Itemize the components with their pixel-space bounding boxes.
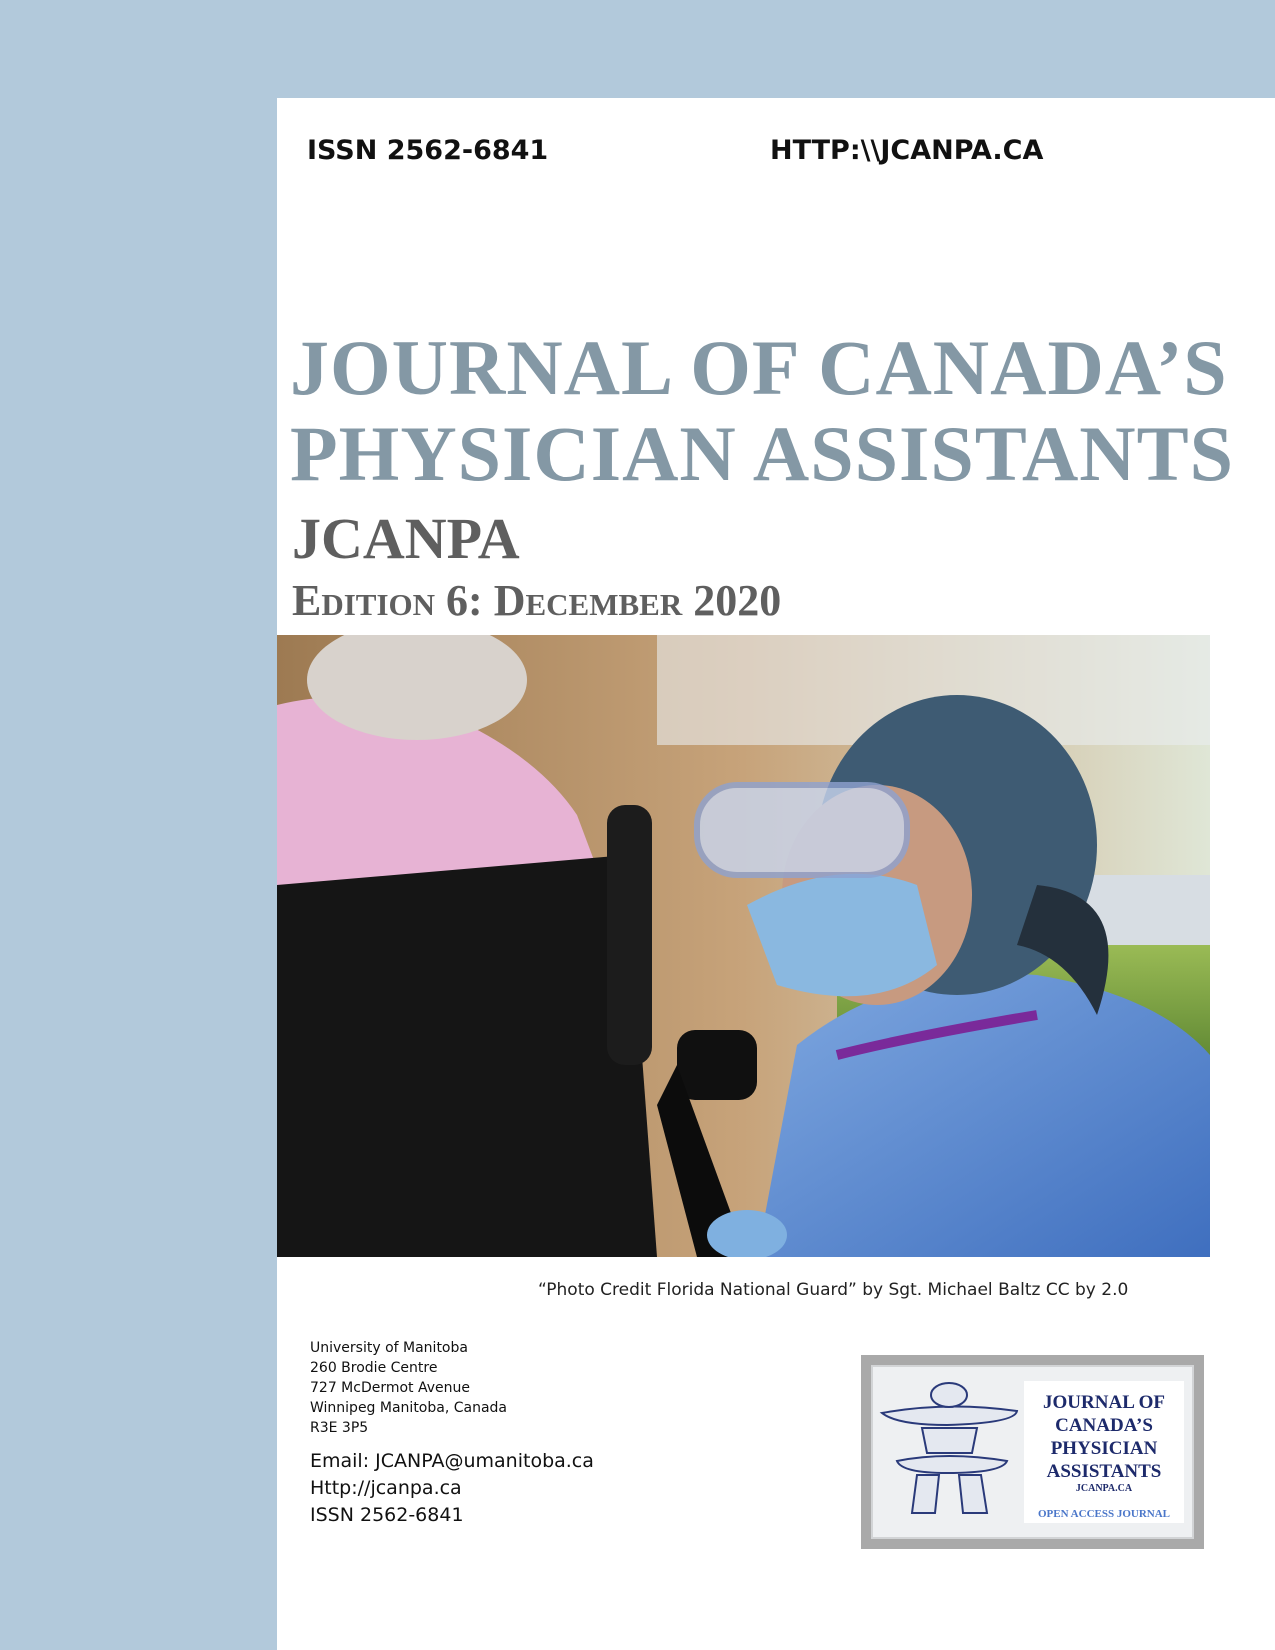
header-url: HTTP:\\JCANPA.CA [770,135,1044,166]
logo-title [1024,1381,1184,1483]
address-line: 727 McDermot Avenue [310,1380,471,1396]
contact-email: Email: JCANPA@umanitoba.ca [310,1450,594,1472]
cover-photo [277,635,1210,1257]
contact-website: Http://jcanpa.ca [310,1477,462,1499]
contact-info [310,1448,594,1529]
logo-title-line: ASSISTANTS [1046,1461,1162,1482]
journal-abbreviation: JCANPA [292,506,520,571]
contact-issn: ISSN 2562-6841 [310,1504,464,1526]
address-line: Winnipeg Manitoba, Canada [310,1400,508,1416]
address-line: R3E 3P5 [310,1420,369,1436]
logo-domain: JCANPA.CA [1075,1483,1133,1494]
logo-title-line: JOURNAL OF [1043,1392,1165,1413]
journal-title-line-2: PHYSICIAN ASSISTANTS [290,410,1235,497]
edition-label: Edition 6: December 2020 [292,576,782,625]
journal-title-line-1: JOURNAL OF CANADA’S [290,324,1228,411]
logo-wordmark [1024,1381,1184,1523]
journal-logo [861,1355,1204,1549]
logo-tagline: OPEN ACCESS JOURNAL [1037,1508,1171,1520]
left-color-band [0,0,277,1650]
header-issn: ISSN 2562-6841 [307,135,549,166]
journal-title [290,325,1265,497]
inukshuk-icon [877,1373,1022,1523]
address-line: 260 Brodie Centre [310,1360,438,1376]
logo-title-line: PHYSICIAN [1050,1438,1158,1459]
cover-photo-illustration [277,635,1210,1257]
logo-title-line: CANADA’S [1055,1415,1153,1436]
photo-credit: “Photo Credit Florida National Guard” by Sgt. Michael Baltz CC by 2.0 [538,1280,1129,1300]
logo-panel [871,1365,1194,1539]
mailing-address [310,1338,507,1438]
address-line: University of Manitoba [310,1340,468,1356]
